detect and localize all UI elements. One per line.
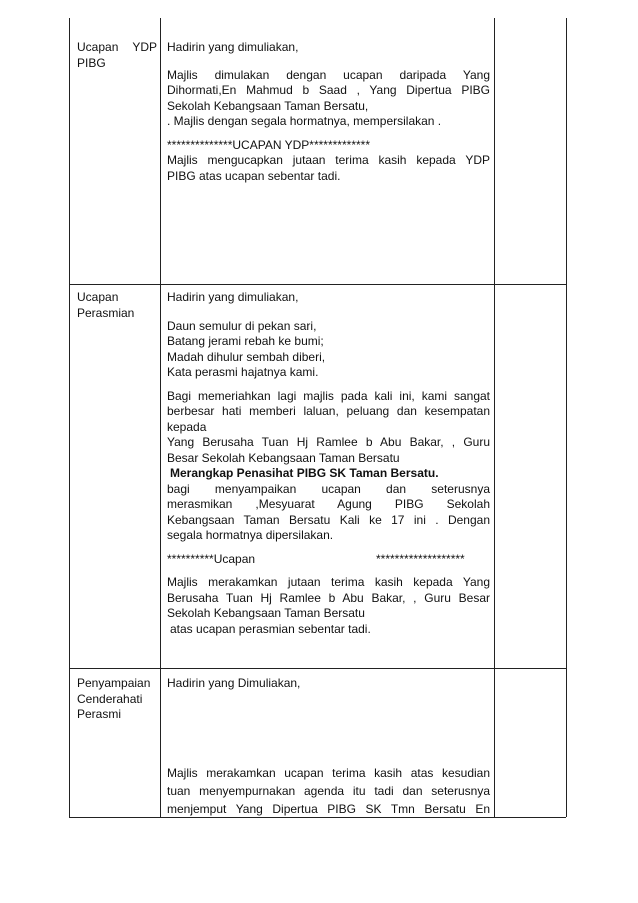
row-2-greeting: Hadirin yang dimuliakan,	[167, 290, 299, 304]
row-1-label-line-1: Ucapan YDP	[77, 40, 157, 54]
pantun-line-2: Batang jerami rebah ke bumi;	[167, 334, 324, 348]
pantun-line-4: Kata perasmi hajatnya kami.	[167, 365, 319, 379]
row-2-content	[167, 290, 490, 637]
row-3-p1-line-2: tuan menyempurnakan agenda itu tadi dan seterusnya	[167, 784, 490, 798]
row-1-marker: **************UCAPAN YDP*************	[167, 137, 370, 152]
table-border-col1	[160, 18, 161, 817]
row-3-greeting: Hadirin yang Dimuliakan,	[167, 676, 301, 690]
row-2-thanks-line-3: Sekolah Kebangsaan Taman Bersatu	[167, 606, 365, 620]
row-2-marker	[167, 552, 490, 568]
row-1-p2: . Majlis dengan segala hormatnya, mempersilakan .	[167, 114, 442, 128]
row-divider-1	[69, 284, 566, 285]
row-1-label	[77, 40, 157, 71]
row-1-content	[167, 40, 490, 184]
row-2-thanks-line-4: atas ucapan perasmian sebentar tadi.	[170, 621, 371, 636]
row-3-paragraph	[167, 764, 490, 818]
row-2-p3-line-4: segala hormatnya dipersilakan.	[167, 528, 334, 542]
row-1-thanks-line-2: PIBG atas ucapan sebentar tadi.	[167, 168, 341, 183]
row-2-p3-line-2: merasmikan ,Mesyuarat Agung PIBG Sekolah	[167, 497, 490, 511]
row-1-label-line-2: PIBG	[77, 55, 106, 70]
table-border-left	[69, 18, 70, 817]
row-2-p3-line-3: Kebangsaan Taman Bersatu Kali ke 17 ini . Dengan	[167, 512, 490, 527]
row-2-p2-line-1: Yang Berusaha Tuan Hj Ramlee b Abu Bakar, , Guru	[167, 435, 490, 449]
pantun-line-1: Daun semulur di pekan sari,	[167, 318, 317, 333]
row-1-greeting: Hadirin yang dimuliakan,	[167, 40, 299, 54]
row-2-thanks-line-1: Majlis merakamkan jutaan terima kasih kepada Yang	[167, 575, 490, 589]
row-3-label-line-2: Cenderahati	[77, 691, 143, 706]
row-3-p1-line-3: menjemput Yang Dipertua PIBG SK Tmn Bersatu En	[167, 802, 490, 816]
table-border-col2	[494, 18, 495, 817]
pantun-line-3: Madah dihulur sembah diberi,	[167, 349, 326, 364]
row-2-p3-line-1: bagi menyampaikan ucapan dan seterusnya	[167, 481, 490, 496]
row-2-p2-line-2: Besar Sekolah Kebangsaan Taman Bersatu	[167, 450, 400, 465]
row-1-p1-line-2: Dihormati,En Mahmud b Saad , Yang Dipertua PIBG	[167, 83, 490, 97]
row-2-p1-line-3: kepada	[167, 419, 207, 434]
row-3-p1-line-1: Majlis merakamkan ucapan terima kasih atas kesudian	[167, 766, 490, 780]
row-2-label	[77, 290, 157, 321]
row-3-label-line-1: Penyampaian	[77, 676, 151, 690]
row-2-label-line-2: Perasmian	[77, 305, 135, 320]
row-1-p1-line-1: Majlis dimulakan dengan ucapan daripada Yang	[167, 67, 490, 82]
row-2-marker-right: *******************	[376, 551, 465, 566]
row-2-bold-line: Merangkap Penasihat PIBG SK Taman Bersatu.	[170, 466, 439, 480]
row-3-content	[167, 676, 490, 692]
row-divider-2	[69, 668, 566, 669]
table-border-right	[566, 18, 567, 817]
row-2-thanks-line-2: Berusaha Tuan Hj Ramlee b Abu Bakar, , Guru Besar	[167, 590, 490, 605]
row-1-thanks-line-1: Majlis mengucapkan jutaan terima kasih kepada YDP	[167, 153, 490, 167]
row-2-p1-line-2: berbesar hati memberi laluan, peluang dan kesempatan	[167, 404, 490, 418]
row-2-marker-left: **********Ucapan	[167, 551, 256, 566]
row-2-label-line-1: Ucapan	[77, 290, 119, 304]
row-2-p1-line-1: Bagi memeriahkan lagi majlis pada kali ini, kami sangat	[167, 388, 490, 403]
row-3-label	[77, 676, 157, 723]
row-1-p1-line-3: Sekolah Kebangsaan Taman Bersatu,	[167, 98, 369, 113]
row-3-label-line-3: Perasmi	[77, 707, 122, 721]
